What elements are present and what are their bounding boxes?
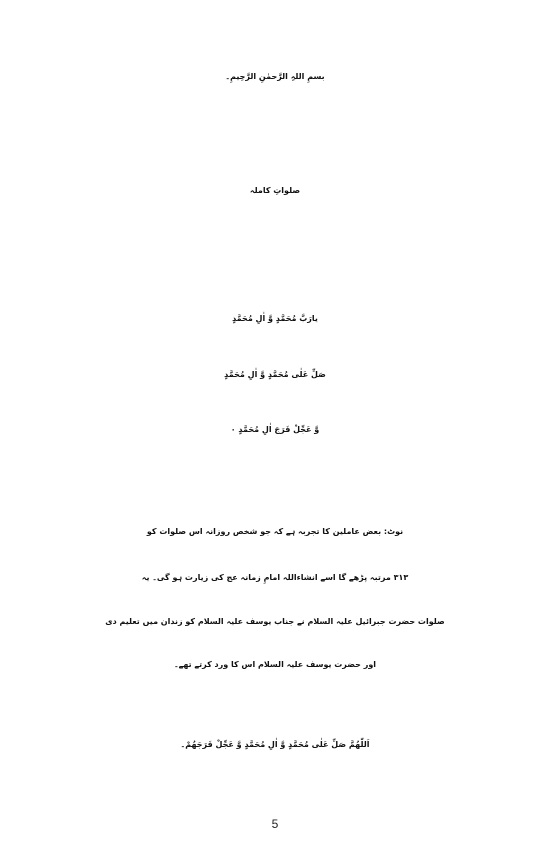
note-line-1: نوٹ: بعض عاملین کا تجربہ ہے کہ جو شخص روزانہ اس صلوات کو xyxy=(146,527,404,536)
note-line-2: ۳۱۳ مرتبہ پڑھے گا اسے انشاءاللہ امامِ زمانہ عج کی زیارت ہو گی۔ یہ xyxy=(141,573,409,582)
page-title: صلواتِ کاملہ xyxy=(249,186,301,195)
note-line-4: اور حضرت یوسف علیہ السلام اس کا ورد کرتے تھے۔ xyxy=(173,660,377,669)
salawat-line-3: وَّ عَجِّلْ فَرَجَ اٰلِ مُحَمَّدٍ ۰ xyxy=(230,425,320,434)
bismillah-heading: بسمِ اللہِ الرَّحمٰنِ الرَّحِیمِ۔ xyxy=(225,72,325,81)
closing-dua: اَللّٰھُمَّ صَلِّ عَلٰی مُحَمَّدٍ وَّ اٰلِ مُحَمَّدٍ وَّ عَجِّلْ فَرَجَھُمْ۔ xyxy=(180,740,370,749)
page-number: 5 xyxy=(271,817,279,831)
salawat-line-1: یارَبَّ مُحَمَّدٍ وَّ اٰلِ مُحَمَّدٍ xyxy=(232,314,318,323)
note-line-3: صلوات حضرت جبرائیل علیہ السلام نے جناب یوسف علیہ السلام کو زندان میں تعلیم دی xyxy=(105,617,445,626)
salawat-line-2: صَلِّ عَلٰی مُحَمَّدٍ وَّ اٰلِ مُحَمَّدٍ xyxy=(224,370,326,379)
